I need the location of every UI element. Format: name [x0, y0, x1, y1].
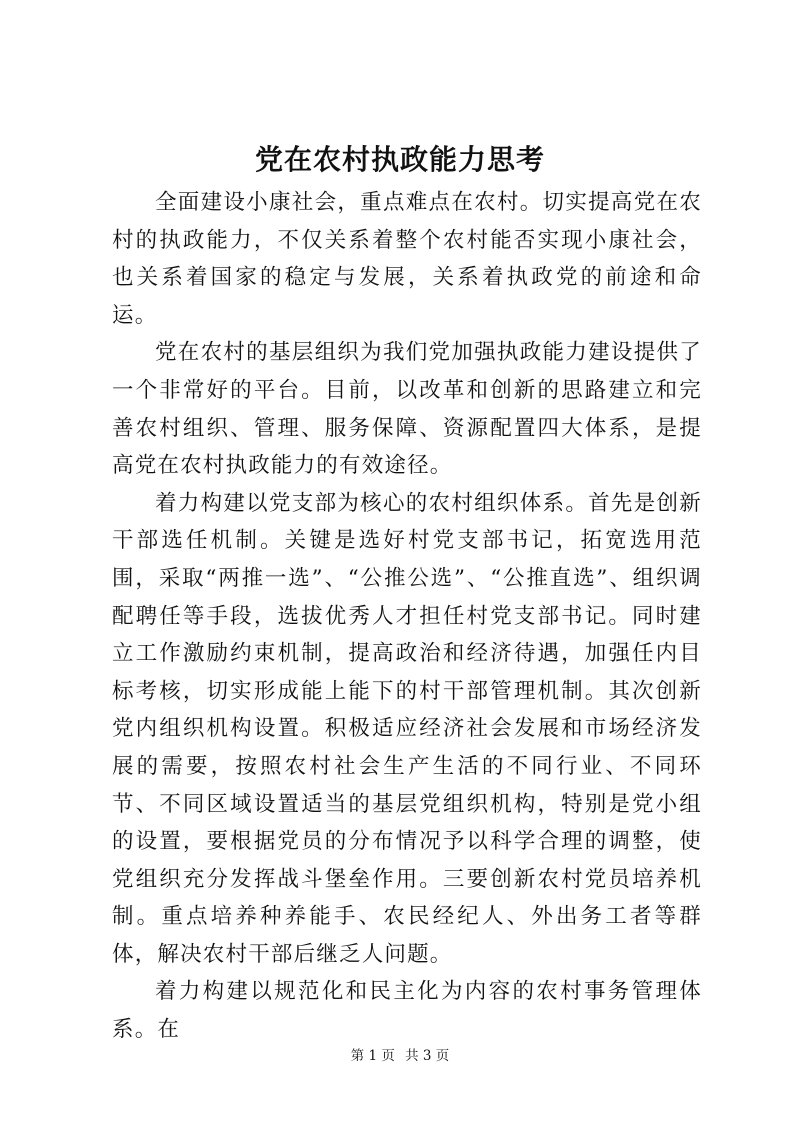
page-number: 第 1 页	[350, 1048, 395, 1064]
document-body	[112, 184, 702, 1049]
paragraph-4: 着力构建以规范化和民主化为内容的农村事务管理体系。在	[112, 979, 702, 1043]
paragraph-1: 全面建设小康社会，重点难点在农村。切实提高党在农村的执政能力，不仅关系着整个农村能否实现小康社会，也关系着国家的稳定与发展，关系着执政党的前途和命运。	[112, 190, 702, 328]
page-total: 共 3 页	[405, 1048, 450, 1064]
paragraph-2: 党在农村的基层组织为我们党加强执政能力建设提供了一个非常好的平台。目前，以改革和创新的思路建立和完善农村组织、管理、服务保障、资源配置四大体系，是提高党在农村执政能力的有效途径。	[112, 340, 702, 479]
page-footer	[0, 1046, 800, 1066]
paragraph-3: 着力构建以党支部为核心的农村组织体系。首先是创新干部选任机制。关键是选好村党支部书记，拓宽选用范围，采取“两推一选”、“公推公选”、“公推直选”、组织调配聘任等手段，选拔优秀人才担任村党支部书记。同时建立工作激励约束机制，提高政治和经济待遇，加强任内目标考核，切实形成能上能下的村干部管理机制。其次创新党内组织机构设置。积极适应经济社会发展和市场经济发展的需要，按照农村社会生产生活的不同行业、不同环节、不同区域设置适当的基层党组织机构，特别是党小组的设置，要根据党员的分布情况予以科学合理的调整，使党组织充分发挥战斗堡垒作用。三要创新农村党员培养机制。重点培养种养能手、农民经纪人、外出务工者等群体，解决农村干部后继乏人问题。	[112, 490, 702, 967]
document-title: 党在农村执政能力思考	[254, 143, 545, 176]
